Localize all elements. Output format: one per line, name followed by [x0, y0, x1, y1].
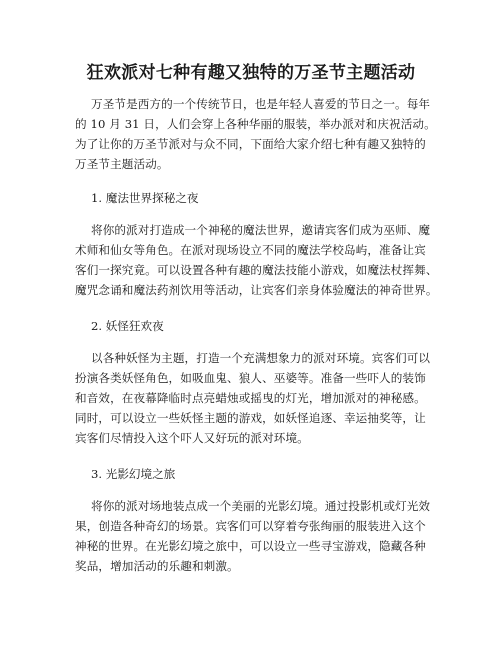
section-line: 果，创造各种奇幻的场景。宾客们可以穿着夸张绚丽的服装进入这个 [75, 519, 426, 533]
section-heading: 1. 魔法世界探秘之夜 [91, 191, 199, 205]
section-heading: 2. 妖怪狂欢夜 [91, 319, 164, 333]
section-line: 将你的派对场地装点成一个美丽的光影幻境。通过投影机或灯光效 [91, 499, 431, 513]
section-line: 客们一探究竟。可以设置各种有趣的魔法技能小游戏，如魔法杖挥舞、 [75, 263, 438, 277]
section-line: 将你的派对打造成一个神秘的魔法世界，邀请宾客们成为巫师、魔 [91, 223, 431, 237]
section-line: 宾客们尽情投入这个吓人又好玩的派对环境。 [75, 431, 309, 445]
section-line: 神秘的世界。在光影幻境之旅中，可以设立一些寻宝游戏，隐藏各种 [75, 539, 426, 553]
section-line: 魔咒念诵和魔法药剂饮用等活动，让宾客们亲身体验魔法的神奇世界。 [75, 283, 438, 297]
section-line: 术师和仙女等角色。在派对现场设立不同的魔法学校岛屿，准备让宾 [75, 243, 426, 257]
intro-line: 万圣节主题活动。 [75, 157, 169, 171]
section-line: 扮演各类妖怪角色，如吸血鬼、狼人、巫婆等。准备一些吓人的装饰 [75, 371, 426, 385]
document-title: 狂欢派对七种有趣又独特的万圣节主题活动 [86, 63, 416, 83]
intro-line: 为了让你的万圣节派对与众不同，下面给大家介绍七种有趣又独特的 [75, 137, 426, 151]
section-heading: 3. 光影幻境之旅 [91, 467, 176, 481]
intro-line: 万圣节是西方的一个传统节日，也是年轻人喜爱的节日之一。每年 [91, 97, 431, 111]
intro-line: 的 10 月 31 日，人们会穿上各种华丽的服装，举办派对和庆祝活动。 [75, 117, 436, 131]
section-line: 奖品，增加活动的乐趣和刺激。 [75, 559, 239, 573]
section-line: 以各种妖怪为主题，打造一个充满想象力的派对环境。宾客们可以 [91, 351, 431, 365]
section-line: 同时，可以设立一些妖怪主题的游戏，如妖怪追逐、幸运抽奖等，让 [75, 411, 426, 425]
section-line: 和音效，在夜幕降临时点亮蜡烛或摇曳的灯光，增加派对的神秘感。 [75, 391, 426, 405]
